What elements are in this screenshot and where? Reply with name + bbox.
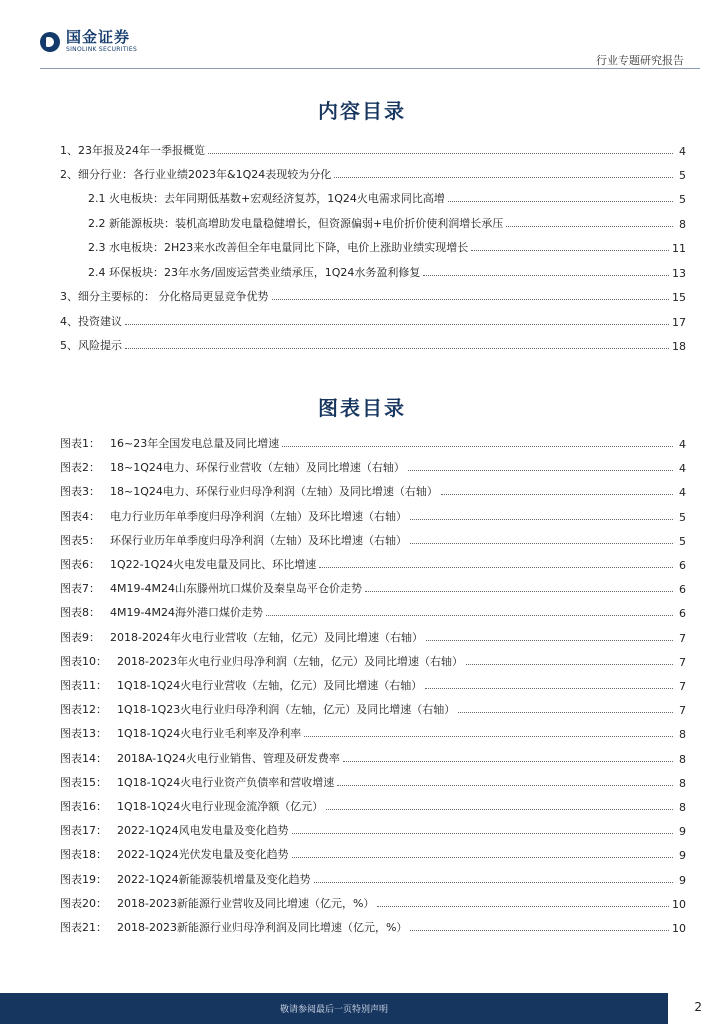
figure-entry-label: 18~1Q24电力、环保行业归母净利润（左轴）及同比增速（右轴） <box>110 485 438 498</box>
figure-entry-number: 图表1： <box>60 437 100 450</box>
leader-dots <box>337 785 673 786</box>
contents-entry-label: 2.1 火电板块：去年同期低基数+宏观经济复苏，1Q24火电需求同比高增 <box>88 192 445 205</box>
figure-entry-page: 10 <box>672 898 686 911</box>
header-divider <box>40 68 700 69</box>
leader-dots <box>272 299 670 300</box>
figure-entry[interactable] <box>60 723 686 741</box>
leader-dots <box>506 226 673 227</box>
figure-entry-page: 7 <box>679 680 686 693</box>
leader-dots <box>410 543 673 544</box>
figure-entry-number: 图表13： <box>60 727 107 740</box>
leader-dots <box>377 906 669 907</box>
figure-entry[interactable] <box>60 481 686 499</box>
figure-entry[interactable] <box>60 530 686 548</box>
figure-entry-number: 图表8： <box>60 606 100 619</box>
figure-entry-page: 8 <box>679 801 686 814</box>
leader-dots <box>314 882 673 883</box>
contents-entry[interactable] <box>60 335 686 353</box>
leader-dots <box>125 324 669 325</box>
figure-entry-page: 4 <box>679 462 686 475</box>
figure-entry-number: 图表7： <box>60 582 100 595</box>
figure-entry-label: 18~1Q24电力、环保行业营收（左轴）及同比增速（右轴） <box>110 461 405 474</box>
figure-entry-label: 1Q18-1Q24火电行业现金流净额（亿元） <box>117 800 324 813</box>
leader-dots <box>326 809 673 810</box>
leader-dots <box>304 736 673 737</box>
figure-entry-page: 4 <box>679 438 686 451</box>
figure-entry-number: 图表5： <box>60 534 100 547</box>
report-type: 行业专题研究报告 <box>596 54 684 67</box>
figure-entry[interactable] <box>60 772 686 790</box>
leader-dots <box>292 833 673 834</box>
figure-entry[interactable] <box>60 796 686 814</box>
figure-entry-number: 图表20： <box>60 897 107 910</box>
figure-entry[interactable] <box>60 844 686 862</box>
figure-entry-page: 9 <box>679 825 686 838</box>
leader-dots <box>448 201 673 202</box>
contents-entry[interactable] <box>60 140 686 158</box>
contents-entry[interactable] <box>88 237 686 255</box>
figure-entry[interactable] <box>60 602 686 620</box>
leader-dots <box>423 275 669 276</box>
figure-entry-label: 2018A-1Q24火电行业销售、管理及研发费率 <box>117 752 340 765</box>
contents-entry-page: 17 <box>672 316 686 329</box>
contents-title: 内容目录 <box>318 99 406 123</box>
figure-entry-number: 图表14： <box>60 752 107 765</box>
figure-entry-label: 4M19-4M24山东滕州坑口煤价及秦皇岛平仓价走势 <box>110 582 362 595</box>
leader-dots <box>466 664 673 665</box>
figure-entry-number: 图表15： <box>60 776 107 789</box>
figure-entry-number: 图表2： <box>60 461 100 474</box>
contents-entry-page: 5 <box>679 169 686 182</box>
logo-icon <box>40 32 60 52</box>
figure-entry-label: 1Q18-1Q23火电行业归母净利润（左轴，亿元）及同比增速（右轴） <box>117 703 456 716</box>
leader-dots <box>334 177 673 178</box>
company-logo <box>40 30 137 53</box>
figure-entry-number: 图表6： <box>60 558 100 571</box>
figure-entry-label: 16~23年全国发电总量及同比增速 <box>110 437 280 450</box>
figure-entry-label: 2018-2023新能源行业归母净利润及同比增速（亿元，%） <box>117 921 408 934</box>
contents-entry-label: 4、投资建议 <box>60 315 122 328</box>
figure-entry[interactable] <box>60 506 686 524</box>
figure-entry-page: 6 <box>679 559 686 572</box>
figure-entry[interactable] <box>60 651 686 669</box>
contents-entry-label: 3、细分主要标的： 分化格局更显竞争优势 <box>60 290 269 303</box>
leader-dots <box>410 519 673 520</box>
figure-entry-label: 2018-2023新能源行业营收及同比增速（亿元，%） <box>117 897 375 910</box>
figure-entry-number: 图表12： <box>60 703 107 716</box>
figure-entry[interactable] <box>60 554 686 572</box>
leader-dots <box>125 348 669 349</box>
figure-entry-page: 9 <box>679 874 686 887</box>
figure-entry-page: 9 <box>679 849 686 862</box>
figure-entry-label: 1Q18-1Q24火电行业资产负债率和营收增速 <box>117 776 335 789</box>
figure-entry-label: 2018-2024年火电行业营收（左轴，亿元）及同比增速（右轴） <box>110 631 423 644</box>
figure-entry-label: 2022-1Q24风电发电量及变化趋势 <box>117 824 289 837</box>
contents-entry-label: 2、细分行业：各行业业绩2023年&1Q24表现较为分化 <box>60 168 332 181</box>
figure-entry-page: 6 <box>679 607 686 620</box>
figure-entry[interactable] <box>60 893 686 911</box>
figure-entry[interactable] <box>60 578 686 596</box>
figure-entry[interactable] <box>60 869 686 887</box>
figures-title: 图表目录 <box>318 396 406 420</box>
figure-entry-number: 图表9： <box>60 631 100 644</box>
figure-entry-label: 2022-1Q24新能源装机增量及变化趋势 <box>117 873 311 886</box>
contents-entry-label: 2.3 水电板块：2H23来水改善但全年电量同比下降，电价上涨助业绩实现增长 <box>88 241 469 254</box>
footer-disclaimer: 敬请参阅最后一页特别声明 <box>279 1005 388 1015</box>
figure-entry-page: 6 <box>679 583 686 596</box>
figure-entry-number: 图表17： <box>60 824 107 837</box>
figure-entry-number: 图表3： <box>60 485 100 498</box>
leader-dots <box>365 591 673 592</box>
contents-entry-page: 18 <box>672 340 686 353</box>
leader-dots <box>266 615 673 616</box>
figure-entry-page: 7 <box>679 704 686 717</box>
leader-dots <box>292 857 673 858</box>
contents-entry-page: 4 <box>679 145 686 158</box>
contents-entry[interactable] <box>88 262 686 280</box>
contents-entry[interactable] <box>60 311 686 329</box>
figure-entry[interactable] <box>60 917 686 935</box>
contents-entry[interactable] <box>60 286 686 304</box>
figure-entry-number: 图表10： <box>60 655 107 668</box>
leader-dots <box>410 930 669 931</box>
contents-entry-page: 8 <box>679 218 686 231</box>
figure-entry-page: 8 <box>679 753 686 766</box>
figure-entry[interactable] <box>60 820 686 838</box>
figure-entry-page: 5 <box>679 535 686 548</box>
figure-entry[interactable] <box>60 748 686 766</box>
contents-entry-label: 1、23年报及24年一季报概览 <box>60 144 205 157</box>
page-header <box>0 0 724 70</box>
figure-entry[interactable] <box>60 627 686 645</box>
leader-dots <box>471 250 669 251</box>
contents-entry[interactable] <box>60 164 686 182</box>
contents-entry-label: 5、风险提示 <box>60 339 122 352</box>
figure-entry-number: 图表4： <box>60 510 100 523</box>
figure-entry-label: 环保行业历年单季度归母净利润（左轴）及环比增速（右轴） <box>110 534 407 547</box>
leader-dots <box>441 494 673 495</box>
figure-entry-label: 1Q18-1Q24火电行业毛利率及净利率 <box>117 727 302 740</box>
leader-dots <box>408 470 673 471</box>
figure-entry-label: 1Q22-1Q24火电发电量及同比、环比增速 <box>110 558 317 571</box>
leader-dots <box>319 567 673 568</box>
figure-entry-page: 7 <box>679 632 686 645</box>
figure-entry-page: 4 <box>679 486 686 499</box>
figure-entry-page: 8 <box>679 728 686 741</box>
figure-entry-label: 2022-1Q24光伏发电量及变化趋势 <box>117 848 289 861</box>
figure-entry[interactable] <box>60 433 686 451</box>
contents-entry-page: 15 <box>672 291 686 304</box>
contents-entry-page: 13 <box>672 267 686 280</box>
contents-entry-page: 5 <box>679 193 686 206</box>
contents-entry-label: 2.4 环保板块：23年水务/固废运营类业绩承压，1Q24水务盈利修复 <box>88 266 421 279</box>
figure-entry-page: 10 <box>672 922 686 935</box>
figure-entry-number: 图表18： <box>60 848 107 861</box>
leader-dots <box>282 446 673 447</box>
figure-entry[interactable] <box>60 675 686 693</box>
figure-entry-page: 7 <box>679 656 686 669</box>
figure-entry[interactable] <box>60 699 686 717</box>
figure-entry-page: 5 <box>679 511 686 524</box>
contents-entry-label: 2.2 新能源板块：装机高增助发电量稳健增长，但资源偏弱+电价折价使利润增长承压 <box>88 217 504 230</box>
figure-entry-number: 图表19： <box>60 873 107 886</box>
contents-entry-page: 11 <box>672 242 686 255</box>
figure-entry-number: 图表16： <box>60 800 107 813</box>
logo-name-cn: 国金证券 <box>66 28 131 46</box>
contents-entry[interactable] <box>88 188 686 206</box>
contents-entry[interactable] <box>88 213 686 231</box>
figure-entry-label: 电力行业历年单季度归母净利润（左轴）及环比增速（右轴） <box>110 510 407 523</box>
figure-entry-page: 8 <box>679 777 686 790</box>
leader-dots <box>343 761 673 762</box>
leader-dots <box>458 712 673 713</box>
figure-entry-number: 图表21： <box>60 921 107 934</box>
leader-dots <box>208 153 673 154</box>
leader-dots <box>426 640 673 641</box>
logo-name-en: SINOLINK SECURITIES <box>66 46 138 53</box>
figure-entry-label: 1Q18-1Q24火电行业营收（左轴，亿元）及同比增速（右轴） <box>117 679 423 692</box>
figure-entry[interactable] <box>60 457 686 475</box>
figure-entry-label: 2018-2023年火电行业归母净利润（左轴，亿元）及同比增速（右轴） <box>117 655 463 668</box>
figure-entry-number: 图表11： <box>60 679 107 692</box>
figure-entry-label: 4M19-4M24海外港口煤价走势 <box>110 606 263 619</box>
page-number: 2 <box>694 1000 702 1014</box>
leader-dots <box>425 688 673 689</box>
